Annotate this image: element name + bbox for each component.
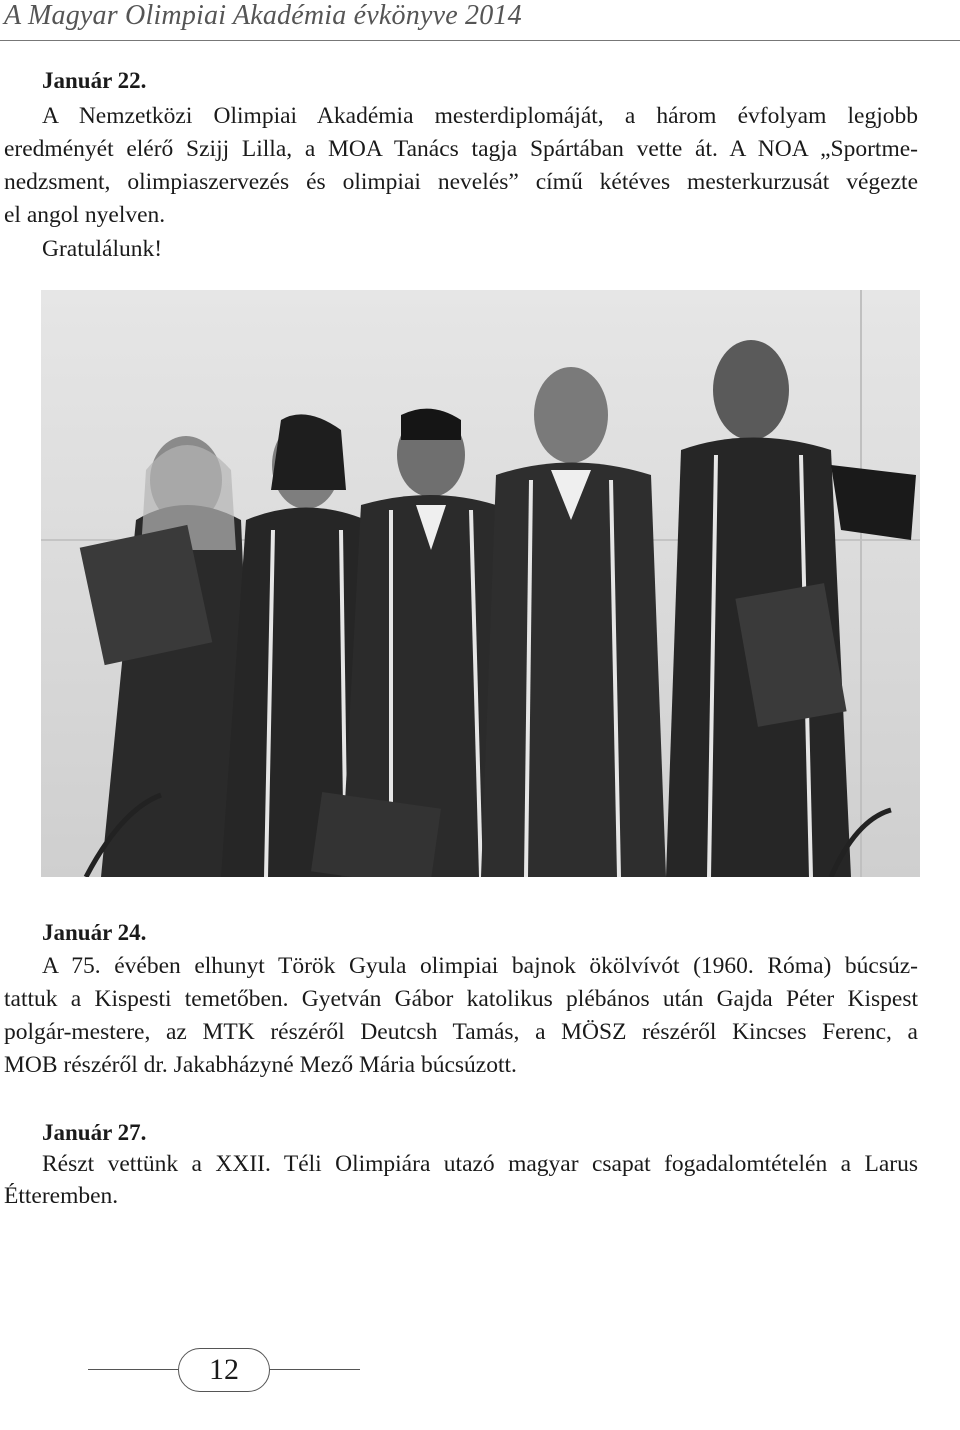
- entry-date-jan-22: Január 22.: [42, 68, 147, 93]
- entry-1-line-3: nedzsment, olimpiaszervezés és olimpiai nevelés” című kétéves mesterkurzusát végezte: [4, 169, 918, 195]
- entry-3-line-1: Részt vettünk a XXII. Téli Olimpiára utazó magyar csapat fogadalomtételén a Larus: [42, 1151, 918, 1177]
- entry-1-line-2: eredményét elérő Szijj Lilla, a MOA Tanács tagja Spártában vette át. A NOA „Sportme-: [4, 136, 918, 162]
- entry-3-line-2: Étteremben.: [4, 1183, 119, 1209]
- page-number: 12: [178, 1348, 270, 1392]
- page-number-rule-left: [88, 1369, 178, 1370]
- graduation-photo: [41, 290, 920, 877]
- entry-2-line-1: A 75. évében elhunyt Török Gyula olimpiai bajnok ökölvívót (1960. Róma) búcsúz-: [42, 953, 918, 979]
- entry-1-line-4: el angol nyelven.: [4, 202, 166, 228]
- entry-1-line-5: Gratulálunk!: [42, 236, 163, 262]
- page-number-footer: [0, 1340, 960, 1400]
- running-header: A Magyar Olimpiai Akadémia évkönyve 2014: [4, 0, 522, 31]
- entry-2-line-4: MOB részéről dr. Jakabházyné Mező Mária búcsúzott.: [4, 1052, 517, 1078]
- entry-date-jan-24: Január 24.: [42, 920, 147, 945]
- header-rule: [0, 40, 960, 41]
- entry-2-line-3: polgár-mestere, az MTK részéről Deutcsh Tamás, a MÖSZ részéről Kincses Ferenc, a: [4, 1019, 918, 1045]
- entry-date-jan-27: Január 27.: [42, 1120, 147, 1145]
- entry-1-line-1: A Nemzetközi Olimpiai Akadémia mesterdiplomáját, a három évfolyam legjobb: [42, 103, 918, 129]
- page-number-rule-right: [270, 1369, 360, 1370]
- entry-2-line-2: tattuk a Kispesti temetőben. Gyetván Gábor katolikus plébános után Gajda Péter Kispest: [4, 986, 918, 1012]
